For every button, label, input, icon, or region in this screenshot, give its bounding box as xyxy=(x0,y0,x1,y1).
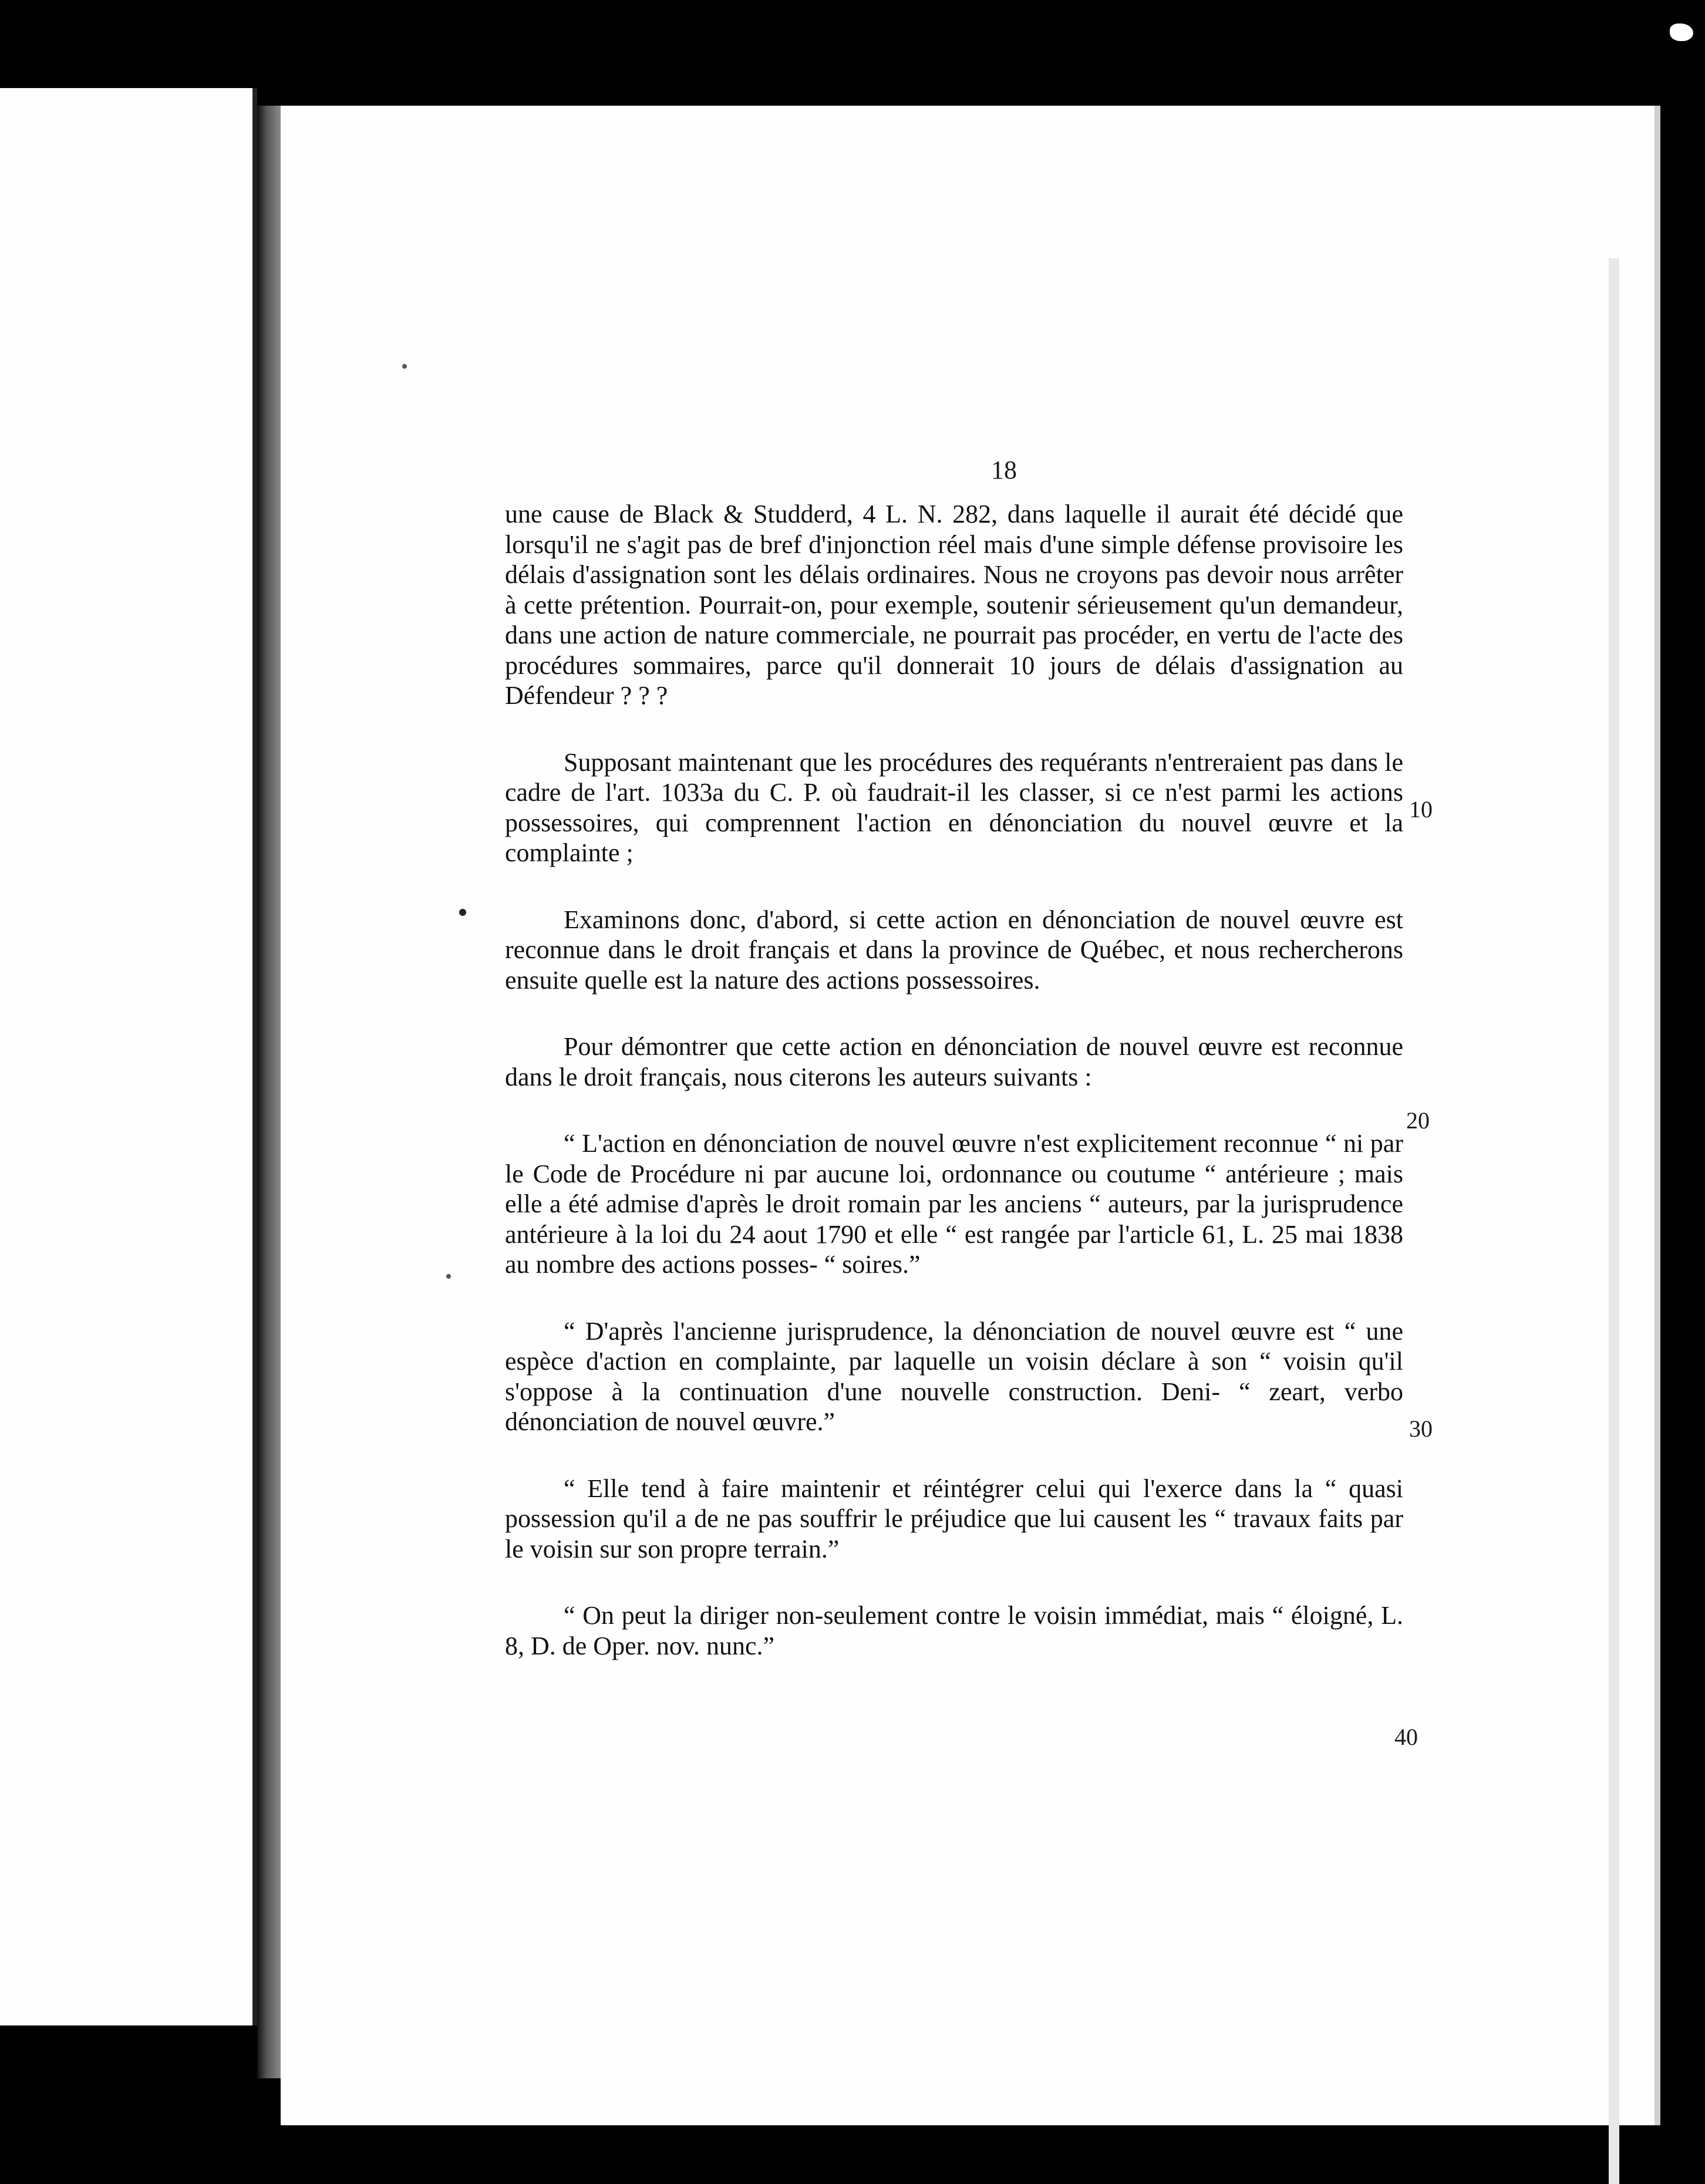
quotation: “ On peut la diriger non-seulement contre le voisin immédiat, mais “ éloigné, L. 8, D. de Oper. nov. nunc.” xyxy=(505,1601,1403,1660)
line-number: 20 xyxy=(1406,1107,1430,1134)
paragraph: Pour démontrer que cette action en dénonciation de nouvel œuvre est reconnue dans le droit français, nous citerons les auteurs suivants : xyxy=(505,1032,1403,1091)
line-number: 40 xyxy=(1394,1724,1418,1750)
quotation: “ L'action en dénonciation de nouvel œuvre n'est explicitement reconnue “ ni par le Code de Procédure ni par aucune loi, ordonnance ou coutume “ antérieure ; mais elle a été admise d'après le droit romain par les anciens “ auteurs, par la jurisprudence antérieure à la loi du 24 aout 1790 et elle “ est rangée par l'article 61, L. 25 mai 1838 au nombre des actions posses- “ soires.” xyxy=(505,1129,1403,1279)
scan-speck xyxy=(459,909,466,916)
scan-speck xyxy=(446,1274,451,1279)
paragraph: une cause de Black & Studderd, 4 L. N. 282, dans laquelle il aurait été décidé que lorsqu'il ne s'agit pas de bref d'injonction réel mais d'une simple défense provisoire les délais d'assignation sont les délais ordinaires. Nous ne croyons pas devoir nous arrêter à cette prétention. Pourrait-on, pour exemple, soutenir sérieusement qu'un demandeur, dans une action de nature commerciale, ne pourrait pas procéder, en vertu de l'acte des procédures sommaires, parce qu'il donnerait 10 jours de délais d'assignation au Défendeur ? ? ? xyxy=(505,500,1403,710)
paragraph: Supposant maintenant que les procédures des requérants n'entreraient pas dans le cadre de l'art. 1033a du C. P. où faudrait-il les classer, si ce n'est parmi les actions possessoires, qui comprennent l'action en dénonciation du nouvel œuvre et la complainte ; xyxy=(505,747,1403,867)
scan-speck xyxy=(402,364,407,369)
quotation: “ Elle tend à faire maintenir et réintégrer celui qui l'exerce dans la “ quasi possession qu'il a de ne pas souffrir le préjudice que lui causent les “ travaux faits par le voisin sur son propre terrain.” xyxy=(505,1474,1403,1563)
quotation: “ D'après l'ancienne jurisprudence, la dénonciation de nouvel œuvre est “ une espèce d'action en complainte, par laquelle un voisin déclare à son “ voisin qu'il s'oppose à la continuation d'une nouvelle construction. Deni- “ zeart, verbo dénonciation de nouvel œuvre.” xyxy=(505,1316,1403,1436)
scan-corner-mark xyxy=(1670,23,1693,41)
page-number: 18 xyxy=(991,456,1017,484)
body-text xyxy=(505,499,1403,1697)
paragraph: Examinons donc, d'abord, si cette action en dénonciation de nouvel œuvre est reconnue dans le droit français et dans la province de Québec, et nous rechercherons ensuite quelle est la nature des actions possessoires. xyxy=(505,905,1403,995)
page-gutter xyxy=(257,106,281,2078)
page-edge xyxy=(1609,258,1619,2184)
line-number: 30 xyxy=(1409,1415,1433,1442)
facing-page xyxy=(0,88,257,2025)
line-number: 10 xyxy=(1409,796,1433,823)
